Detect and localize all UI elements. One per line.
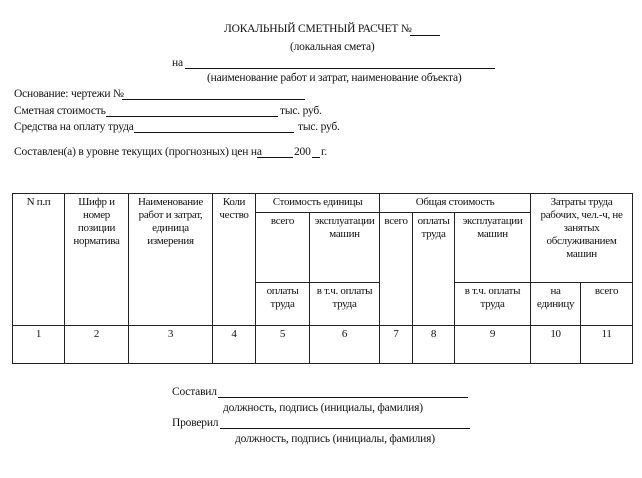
column-number-5: 5 xyxy=(256,326,310,364)
compiled-year: 200 xyxy=(294,146,311,158)
compiled-date-line xyxy=(257,157,293,158)
document-title: ЛОКАЛЬНЫЙ СМЕТНЫЙ РАСЧЕТ № xyxy=(224,23,412,35)
cost-line xyxy=(106,116,278,117)
column-number-7: 7 xyxy=(380,326,413,364)
header-labor-unit: на единицу xyxy=(531,283,581,326)
column-number-11: 11 xyxy=(581,326,633,364)
header-labor-total: всего xyxy=(581,283,633,326)
header-total-machines: эксплуатации машин xyxy=(455,213,531,283)
compiled-year-line xyxy=(312,157,320,158)
checked-by-line xyxy=(220,428,470,429)
column-number-4: 4 xyxy=(213,326,256,364)
header-unit-machine-wage: в т.ч. оплаты труда xyxy=(310,283,380,326)
na-prefix: на xyxy=(172,57,183,69)
wages-line xyxy=(134,132,294,133)
column-number-2: 2 xyxy=(65,326,129,364)
object-name-line xyxy=(185,68,495,69)
header-total-total: всего xyxy=(380,213,413,326)
compiled-price-level-label: Составлен(а) в уровне текущих (прогнозных) цен на xyxy=(14,146,262,158)
column-number-10: 10 xyxy=(531,326,581,364)
wages-label: Средства на оплату труда xyxy=(14,121,134,133)
column-number-9: 9 xyxy=(455,326,531,364)
header-unit-total: всего xyxy=(256,213,310,283)
compiled-by-label: Составил xyxy=(172,386,217,398)
header-total-cost: Общая стоимость xyxy=(380,194,531,213)
header-num: N п.п xyxy=(13,194,65,326)
header-code: Шифр и номер позиции норматива xyxy=(65,194,129,326)
title-number-line xyxy=(410,35,440,36)
wages-unit: тыс. руб. xyxy=(298,121,340,133)
column-number-3: 3 xyxy=(129,326,213,364)
column-number-6: 6 xyxy=(310,326,380,364)
cost-unit: тыс. руб. xyxy=(280,105,322,117)
header-total-wage: оплаты труда xyxy=(413,213,455,326)
header-unit-cost: Стоимость единицы xyxy=(256,194,380,213)
cost-label: Сметная стоимость xyxy=(14,105,106,117)
header-name: Наименование работ и затрат, единица измерения xyxy=(129,194,213,326)
compiled-by-hint: должность, подпись (инициалы, фамилия) xyxy=(223,402,423,414)
header-unit-wage: оплаты труда xyxy=(256,283,310,326)
checked-by-hint: должность, подпись (инициалы, фамилия) xyxy=(235,433,435,445)
basis-label: Основание: чертежи № xyxy=(14,88,124,100)
compiled-year-suffix: г. xyxy=(321,146,327,158)
checked-by-label: Проверил xyxy=(172,417,219,429)
header-labor: Затраты труда рабочих, чел.-ч, не занятых обслуживанием машин xyxy=(531,194,633,283)
document-subtitle: (локальная смета) xyxy=(290,41,375,53)
header-qty: Коли чество xyxy=(213,194,256,326)
column-number-8: 8 xyxy=(413,326,455,364)
basis-line xyxy=(122,99,305,100)
header-total-machine-wage: в т.ч. оплаты труда xyxy=(455,283,531,326)
column-number-1: 1 xyxy=(13,326,65,364)
estimate-table xyxy=(12,193,633,364)
object-name-hint: (наименование работ и затрат, наименование объекта) xyxy=(207,72,462,84)
header-unit-machines: эксплуатации машин xyxy=(310,213,380,283)
compiled-by-line xyxy=(218,397,468,398)
